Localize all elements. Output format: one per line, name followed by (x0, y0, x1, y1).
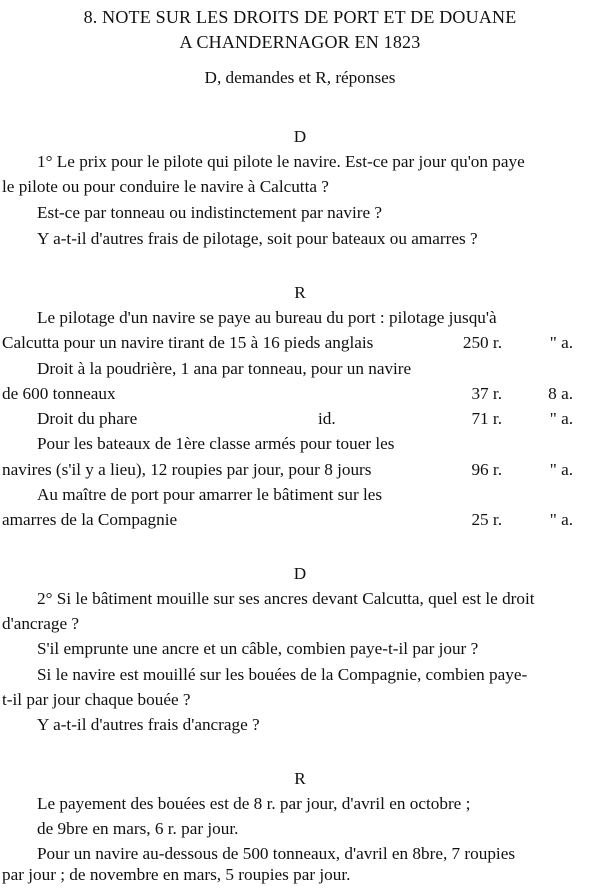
r1-line-8: Au maître de port pour amarrer le bâtiment sur les (37, 485, 383, 504)
d2-line-2: d'ancrage ? (2, 614, 80, 633)
r1-amount-2-rupees: 37 r. (471, 384, 502, 403)
section-letter-d2: D (293, 564, 307, 583)
r1-line-2: Calcutta pour un navire tirant de 15 à 16 pieds anglais (2, 333, 374, 352)
r1-line-6: Pour les bateaux de 1ère classe armés pour touer les (37, 434, 395, 453)
r2-line-3: Pour un navire au-dessous de 500 tonneaux, d'avril en 8bre, 7 roupies (37, 844, 516, 863)
r1-line-9: amarres de la Compagnie (2, 510, 178, 529)
r1-line-5-id: id. (318, 409, 336, 428)
r1-line-7: navires (s'il y a lieu), 12 roupies par jour, pour 8 jours (2, 460, 372, 479)
d2-line-5: t-il par jour chaque bouée ? (2, 690, 191, 709)
r1-amount-3-rupees: 71 r. (471, 409, 502, 428)
section-letter-r1: R (294, 283, 306, 302)
title-line-2: A CHANDERNAGOR EN 1823 (179, 32, 421, 52)
r1-line-4: de 600 tonneaux (2, 384, 116, 403)
r1-amount-2-anas: 8 a. (548, 384, 573, 403)
d1-line-4: Y a-t-il d'autres frais de pilotage, soit pour bateaux ou amarres ? (37, 229, 478, 248)
r1-amount-4-rupees: 96 r. (471, 460, 502, 479)
r1-line-3: Droit à la poudrière, 1 ana par tonneau, pour un navire (37, 359, 412, 378)
r1-amount-4-anas: " a. (549, 460, 573, 479)
title-line-1: 8. NOTE SUR LES DROITS DE PORT ET DE DOUANE (83, 7, 517, 27)
d1-line-2: le pilote ou pour conduire le navire à Calcutta ? (2, 177, 329, 196)
d2-line-3: S'il emprunte une ancre et un câble, combien paye-t-il par jour ? (37, 639, 479, 658)
r1-line-5: Droit du phare (37, 409, 138, 428)
section-letter-r2: R (294, 769, 306, 788)
d1-line-3: Est-ce par tonneau ou indistinctement par navire ? (37, 203, 383, 222)
d2-line-4: Si le navire est mouillé sur les bouées de la Compagnie, combien paye- (37, 665, 528, 684)
subtitle: D, demandes et R, réponses (204, 68, 396, 87)
d2-line-6: Y a-t-il d'autres frais d'ancrage ? (37, 715, 260, 734)
r1-amount-3-anas: " a. (549, 409, 573, 428)
r1-line-1: Le pilotage d'un navire se paye au bureau du port : pilotage jusqu'à (37, 308, 497, 327)
r1-amount-5-rupees: 25 r. (471, 510, 502, 529)
r2-line-2: de 9bre en mars, 6 r. par jour. (37, 819, 239, 838)
d1-line-1: 1° Le prix pour le pilote qui pilote le navire. Est-ce par jour qu'on paye (37, 152, 525, 171)
r2-line-1: Le payement des bouées est de 8 r. par jour, d'avril en octobre ; (37, 794, 471, 813)
section-letter-d1: D (293, 127, 307, 146)
d2-line-1: 2° Si le bâtiment mouille sur ses ancres devant Calcutta, quel est le droit (37, 589, 535, 608)
r1-amount-1-anas: " a. (549, 333, 573, 352)
r1-amount-5-anas: " a. (549, 510, 573, 529)
r2-line-4: par jour ; de novembre en mars, 5 roupies par jour. (2, 865, 351, 884)
r1-amount-1-rupees: 250 r. (462, 333, 502, 352)
